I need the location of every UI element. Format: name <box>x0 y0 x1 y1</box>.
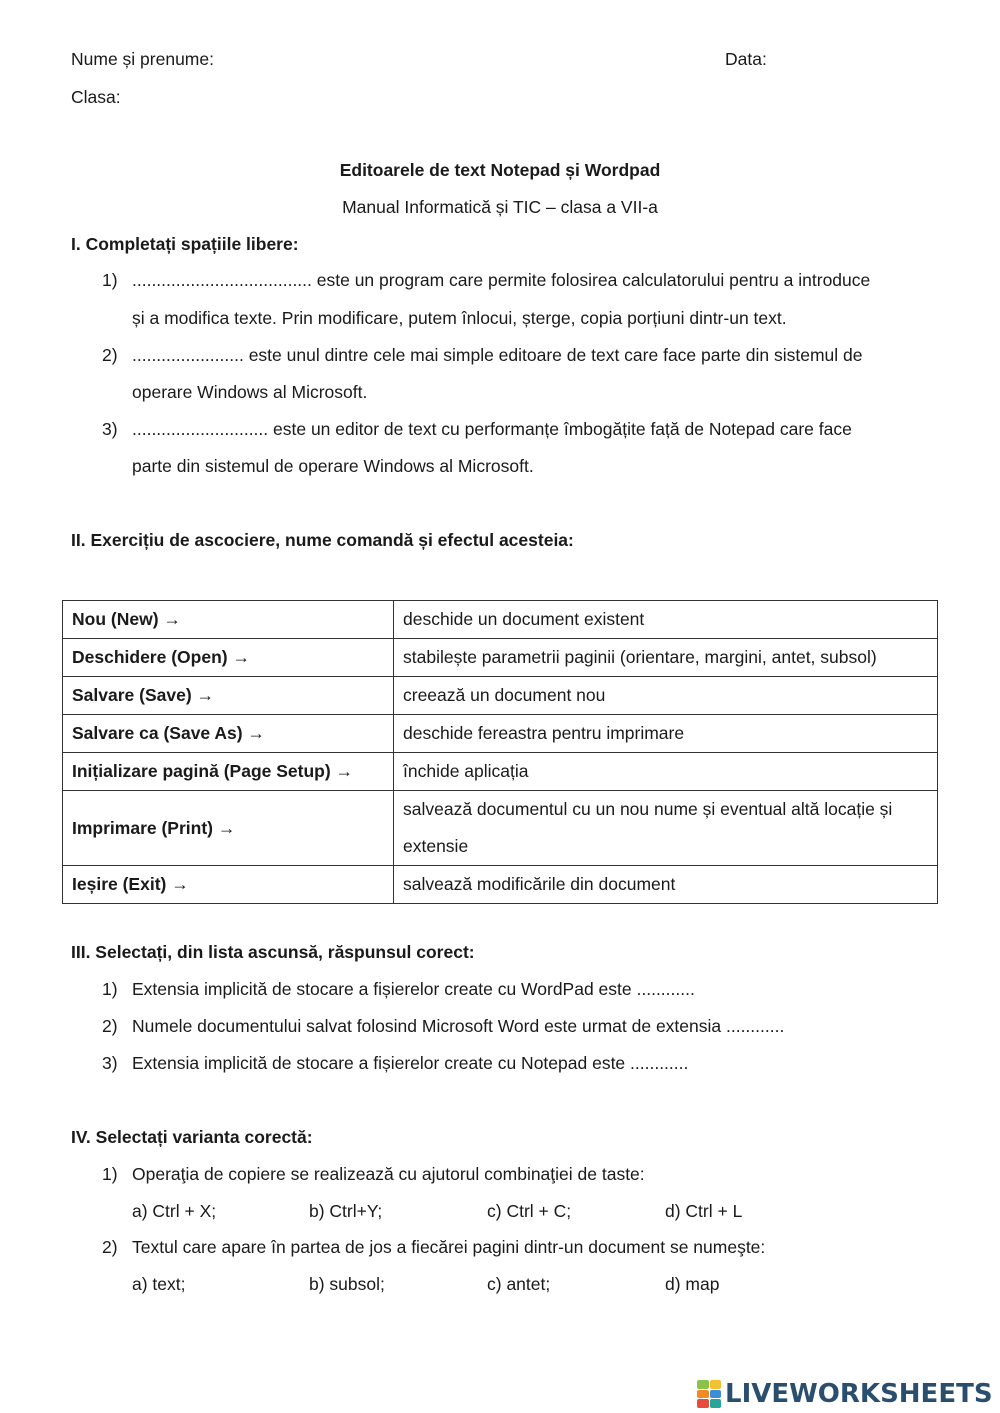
logo-mark-icon <box>697 1380 721 1408</box>
section-4-heading: IV. Selectați varianta corectă: <box>71 1127 313 1147</box>
command-cell: Deschidere (Open) → <box>63 639 394 677</box>
option-d[interactable]: d) map <box>665 1274 720 1294</box>
command-cell: Nou (New) → <box>63 601 394 639</box>
liveworksheets-logo <box>697 1378 993 1410</box>
option-b[interactable]: b) subsol; <box>309 1274 385 1294</box>
item-text-line: operare Windows al Microsoft. <box>132 382 368 402</box>
item-text: Numele documentului salvat folosind Microsoft Word este urmat de extensia ............ <box>132 1016 785 1036</box>
effect-cell: stabilește parametrii paginii (orientare, margini, antet, subsol) <box>394 639 938 677</box>
item-text-line: parte din sistemul de operare Windows al Microsoft. <box>132 456 534 476</box>
table-row <box>63 639 938 677</box>
association-table <box>62 600 938 904</box>
item-number: 2) <box>102 345 118 365</box>
command-cell: Imprimare (Print) → <box>63 791 394 866</box>
table-row <box>63 791 938 866</box>
option-b[interactable]: b) Ctrl+Y; <box>309 1201 383 1221</box>
effect-cell: deschide fereastra pentru imprimare <box>394 715 938 753</box>
item-text: Extensia implicită de stocare a fișierelor create cu WordPad este ............ <box>132 979 695 999</box>
command-cell: Inițializare pagină (Page Setup) → <box>63 753 394 791</box>
item-number: 1) <box>102 979 118 999</box>
item-text-line: și a modifica texte. Prin modificare, putem înlocui, șterge, copia porțiuni dintr-un text. <box>132 308 787 328</box>
table-row <box>63 601 938 639</box>
effect-cell: salvează modificările din document <box>394 866 938 904</box>
command-cell: Salvare (Save) → <box>63 677 394 715</box>
effect-cell: deschide un document existent <box>394 601 938 639</box>
option-c[interactable]: c) Ctrl + C; <box>487 1201 572 1221</box>
table-row <box>63 677 938 715</box>
option-a[interactable]: a) text; <box>132 1274 186 1294</box>
section-3-heading: III. Selectați, din lista ascunsă, răspunsul corect: <box>71 942 475 962</box>
table-row <box>63 866 938 904</box>
table-row <box>63 753 938 791</box>
option-a[interactable]: a) Ctrl + X; <box>132 1201 217 1221</box>
question-text: Operaţia de copiere se realizează cu ajutorul combinaţiei de taste: <box>132 1164 645 1184</box>
page-subtitle: Manual Informatică și TIC – clasa a VII-a <box>342 197 658 217</box>
date-label: Data: <box>725 49 767 69</box>
effect-cell: închide aplicația <box>394 753 938 791</box>
section-2-heading: II. Exercițiu de ascociere, nume comandă și efectul acesteia: <box>71 530 574 550</box>
question-number: 2) <box>102 1237 118 1257</box>
question-text: Textul care apare în partea de jos a fiecărei pagini dintr-un document se numeşte: <box>132 1237 766 1257</box>
option-d[interactable]: d) Ctrl + L <box>665 1201 743 1221</box>
table-row <box>63 715 938 753</box>
item-text-line: ....................... este unul dintre cele mai simple editoare de text care face parte din sistemul de <box>132 345 863 365</box>
item-number: 1) <box>102 270 118 290</box>
item-text-line: ............................ este un editor de text cu performanțe îmbogățite față de Notepad care face <box>132 419 852 439</box>
section-1-heading: I. Completați spațiile libere: <box>71 234 299 254</box>
effect-cell: creează un document nou <box>394 677 938 715</box>
logo-text: LIVEWORKSHEETS <box>725 1379 993 1409</box>
page-title: Editoarele de text Notepad și Wordpad <box>339 160 661 180</box>
item-number: 2) <box>102 1016 118 1036</box>
item-text: Extensia implicită de stocare a fișierelor create cu Notepad este ............ <box>132 1053 689 1073</box>
item-number: 3) <box>102 1053 118 1073</box>
question-number: 1) <box>102 1164 118 1184</box>
option-c[interactable]: c) antet; <box>487 1274 551 1294</box>
command-cell: Ieșire (Exit) → <box>63 866 394 904</box>
item-text-line: ..................................... este un program care permite folosirea calculatorului pentru a introduce <box>132 270 871 290</box>
class-label: Clasa: <box>71 87 121 107</box>
command-cell: Salvare ca (Save As) → <box>63 715 394 753</box>
name-label: Nume și prenume: <box>71 49 214 69</box>
effect-cell: salvează documentul cu un nou nume și eventual altă locație și extensie <box>394 791 938 866</box>
item-number: 3) <box>102 419 118 439</box>
